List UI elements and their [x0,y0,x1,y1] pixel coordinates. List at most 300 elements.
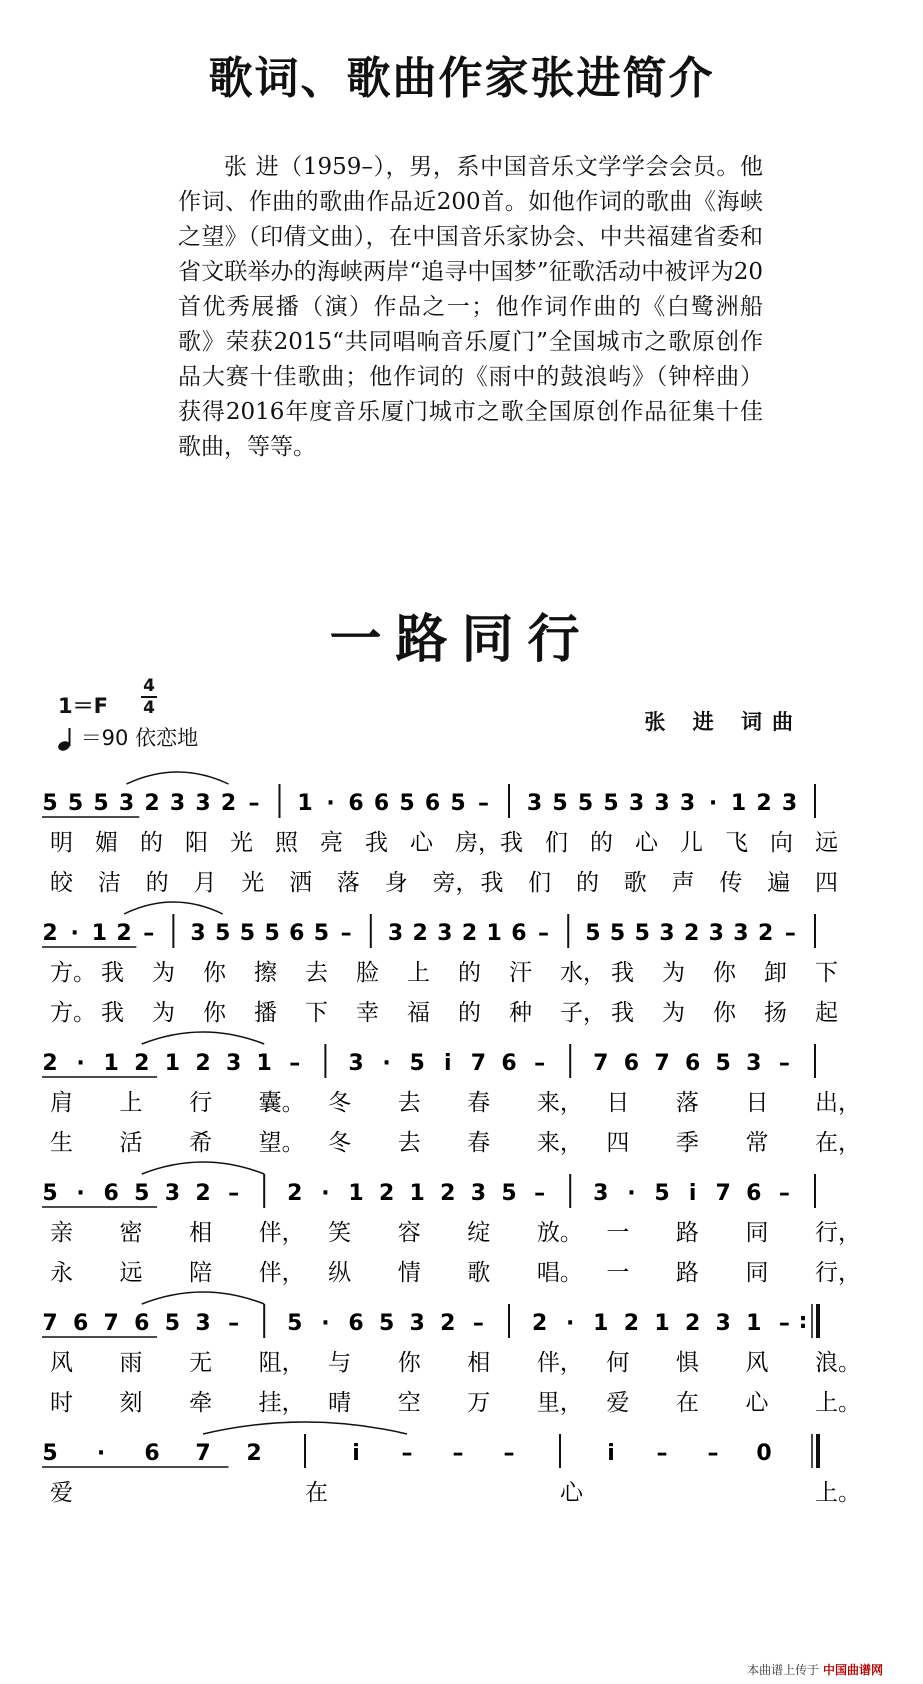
lyric-verse-1: 阳 [185,830,208,856]
lyric-verse-1: 亲 [50,1220,73,1246]
lyric-verse-2: 春 [467,1130,491,1156]
note: 3 [348,1051,364,1076]
note: 6 [289,921,305,946]
note: – [534,1181,546,1206]
note: 3 [437,921,453,946]
note: · [321,1311,330,1336]
note: 6 [134,1311,150,1336]
footer-prefix: 本曲谱上传于 [747,1663,820,1677]
lyric-verse-1: 相 [467,1350,491,1376]
lyric-verse-1: 阻， [258,1350,305,1376]
note: – [778,1181,790,1206]
note: 3 [190,921,206,946]
note: 5 [552,791,568,816]
lyric-verse-2: 旁， [432,870,479,896]
note: 3 [409,1311,425,1336]
lyric-verse-2: 落 [336,870,360,896]
lyric-verse-2: 路 [675,1260,699,1286]
note: 6 [373,791,390,816]
lyric-verse-1: 卸 [764,960,787,986]
lyric-verse-1: 的 [458,960,481,986]
lyric-verse-2: 牵 [189,1390,213,1416]
lyric-verse-1: 浪。 [815,1350,861,1376]
note: 7 [103,1311,119,1336]
lyric-verse-2: 播 [254,1000,277,1026]
note: 5 [93,791,109,816]
lyric-verse-1: 水， [560,960,606,986]
lyric-verse-2: 我 [480,870,504,896]
key-signature: 1＝F [58,694,108,718]
lyric-verse-2: 同 [745,1260,769,1286]
note: · [76,1051,85,1076]
lyric-verse-1: 一 [606,1220,630,1246]
note: 6 [348,1311,364,1336]
note: – [707,1441,719,1466]
lyric-verse-2: 活 [119,1130,143,1156]
note: 2 [531,1311,548,1336]
time-signature-top: 4 [143,676,155,696]
note: 1 [593,1311,609,1336]
lyric-verse-2: 为 [662,1000,685,1026]
note: 5 [585,921,601,946]
note: 2 [42,921,58,946]
lyric-verse-1: 在 [305,1480,328,1506]
lyric-verse-1: 向 [770,830,793,856]
note: – [778,1311,790,1336]
lyric-verse-2: 歌 [467,1260,491,1286]
lyric-verse-1: 密 [119,1220,143,1246]
time-signature [138,676,160,718]
note: 1 [164,1051,181,1076]
lyric-verse-2: 种 [509,1000,532,1026]
lyric-verse-2: 们 [528,870,552,896]
lyric-verse-2: 为 [152,1000,175,1026]
note: 3 [387,921,404,946]
note: 3 [708,921,724,946]
note: 2 [220,791,237,816]
slur [142,1292,264,1304]
bio-name: 张 进 [224,154,280,180]
note: – [452,1441,464,1466]
note: 1 [91,921,108,946]
lyric-verse-2: 爱 [606,1390,630,1416]
note: 2 [623,1311,640,1336]
lyric-verse-2: 下 [305,1000,328,1026]
lyric-verse-2: 挂， [258,1390,305,1416]
slur [203,1422,407,1434]
lyric-verse-1: 心 [560,1480,583,1506]
lyric-verse-2: 我 [611,1000,634,1026]
lyric-verse-2: 四 [606,1130,630,1156]
note: 3 [470,1181,487,1206]
note: 2 [246,1441,262,1466]
note: 6 [746,1181,762,1206]
note: 2 [378,1181,395,1206]
note: 3 [526,791,543,816]
lyric-verse-1: 亮 [320,830,343,856]
lyric-verse-1: 日 [606,1090,630,1116]
bio-paragraph [178,150,763,465]
note: 5 [239,921,256,946]
lyric-verse-2: 我 [101,1000,124,1026]
lyric-verse-1: 与 [328,1350,352,1376]
note: 7 [715,1181,731,1206]
lyric-verse-1: 肩 [50,1090,73,1116]
lyric-verse-1: 风 [50,1350,73,1376]
lyric-verse-1: 相 [189,1220,213,1246]
lyric-verse-1: 们 [545,830,568,856]
slur [127,772,229,784]
note: 6 [103,1181,119,1206]
lyric-verse-1: 为 [152,960,175,986]
note: 3 [195,791,211,816]
lyric-verse-1: 我 [611,960,634,986]
jianpu-score [0,760,923,1560]
note: 2 [683,921,700,946]
lyric-verse-1: 冬 [328,1090,352,1116]
lyric-verse-2: 万 [467,1390,491,1416]
lyric-verse-1: 落 [675,1090,699,1116]
note: · [76,1181,85,1206]
note: 3 [195,1311,211,1336]
footer-credit [747,1661,883,1678]
note: 3 [733,921,749,946]
bio-title: 歌词、歌曲作家张进简介 [208,53,715,104]
note: 3 [715,1311,731,1336]
lyric-verse-2: 光 [241,870,265,896]
note: 5 [409,1051,425,1076]
note: 2 [684,1311,701,1336]
note: 6 [72,1311,89,1336]
note: 3 [679,791,696,816]
note: 2 [195,1051,211,1076]
note: – [340,921,352,946]
note: i [688,1181,697,1206]
lyric-verse-1: 路 [675,1220,699,1246]
note: – [228,1311,240,1336]
note: 5 [378,1311,395,1336]
lyric-verse-1: 心 [635,830,658,856]
note: 3 [169,791,186,816]
note: 5 [42,791,58,816]
lyric-verse-1: 脸 [356,960,379,986]
note: 7 [593,1051,609,1076]
note: 5 [399,791,415,816]
lyric-verse-1: 我 [101,960,124,986]
note: 5 [450,791,466,816]
lyric-verse-1: 无 [189,1350,213,1376]
lyric-verse-1: 汗 [509,960,532,986]
lyric-verse-1: 你 [713,960,736,986]
lyric-verse-1: 下 [815,960,838,986]
lyric-verse-1: 雨 [119,1350,143,1376]
lyric-verse-2: 洁 [97,870,121,896]
note: 6 [623,1051,640,1076]
note: 6 [424,791,441,816]
note: – [248,791,260,816]
note: 5 [715,1051,731,1076]
lyric-verse-2: 永 [50,1260,73,1286]
bio-text: （1959–），男，系中国音乐文学学会会员。他作词、作曲的歌曲作品近200首。如他作词的歌曲《海峡之望》（印倩文曲），在中国音乐家协会、中共福建省委和省文联举办的海峡两岸“追寻中国梦”征歌活动中被评为20首优秀展播（演）作品之一；他作词作曲的《白鹭洲船歌》荣获2015“共同唱响音乐厦门”全国城市之歌原创作品大赛十佳歌曲；他作词的《雨中的鼓浪屿》（钟梓曲）获得2016年度音乐厦门城市之歌全国原创作品征集十佳歌曲，等等。 [178,154,763,460]
lyric-verse-2: 时 [50,1390,73,1416]
note: 6 [144,1441,160,1466]
note: · [382,1051,391,1076]
lyric-verse-2: 的 [145,870,169,896]
lyric-verse-2: 晴 [328,1390,352,1416]
lyric-verse-1: 的 [140,830,163,856]
lyric-verse-2: 幸 [356,1000,379,1026]
note: 7 [195,1441,211,1466]
note: 1 [654,1311,670,1336]
note: 6 [511,921,527,946]
lyric-verse-1: 远 [815,830,838,856]
note: 5 [215,921,231,946]
note: 5 [134,1181,150,1206]
note: · [627,1181,636,1206]
lyric-verse-2: 你 [203,1000,226,1026]
lyric-verse-1: 惧 [675,1350,699,1376]
note: – [778,1051,790,1076]
lyric-verse-2: 洒 [289,870,313,896]
composer-credit: 张 进 词曲 [644,710,803,734]
lyric-verse-1: 方。 [50,960,96,986]
lyric-verse-2: 去 [397,1130,421,1156]
lyric-verse-2: 纵 [328,1260,352,1286]
lyric-verse-1: 笑 [328,1220,352,1246]
lyric-verse-2: 歌 [623,870,647,896]
note: – [784,921,796,946]
lyric-verse-1: 日 [745,1090,769,1116]
lyric-verse-2: 声 [671,870,695,896]
note: 5 [501,1181,517,1206]
note: 1 [103,1051,119,1076]
note: 2 [287,1181,303,1206]
lyric-verse-1: 上 [407,960,430,986]
lyric-verse-2: 身 [384,870,408,896]
note: – [503,1441,515,1466]
lyric-verse-1: 儿 [680,830,703,856]
note: 1 [409,1181,425,1206]
lyric-verse-2: 希 [189,1130,213,1156]
lyric-verse-2: 陪 [189,1260,213,1286]
note: 3 [654,791,670,816]
note: 2 [116,921,132,946]
note: – [534,1051,546,1076]
lyric-verse-1: 上。 [815,1480,861,1506]
note: – [401,1441,413,1466]
note: 5 [42,1441,58,1466]
lyric-verse-2: 上。 [815,1390,861,1416]
lyric-verse-1: 房， [455,830,501,856]
note: · [96,1441,106,1466]
note: 3 [225,1051,242,1076]
lyric-verse-1: 照 [275,830,298,856]
note: 1 [348,1181,364,1206]
lyric-verse-1: 风 [745,1350,769,1376]
note: 2 [412,921,428,946]
lyric-verse-2: 在， [815,1130,861,1156]
note: 3 [118,791,135,816]
note: 1 [256,1051,272,1076]
note: – [228,1181,240,1206]
lyric-verse-2: 扬 [764,1000,787,1026]
note: 1 [730,791,747,816]
note: – [478,791,489,816]
note: – [289,1051,301,1076]
lyric-verse-1: 伴， [258,1220,305,1246]
lyric-verse-2: 一 [606,1260,630,1286]
note: · [326,791,335,816]
note: 5 [313,921,330,946]
lyric-verse-2: 冬 [328,1130,352,1156]
lyric-verse-1: 去 [305,960,328,986]
note: 1 [746,1311,762,1336]
lyric-verse-1: 擦 [254,960,277,986]
lyric-verse-2: 生 [50,1130,73,1156]
lyric-verse-2: 来， [536,1130,583,1156]
lyric-verse-1: 我 [365,830,388,856]
repeat-dots: : [798,1309,808,1334]
note: 2 [440,1311,456,1336]
lyric-verse-1: 伴， [536,1350,583,1376]
note: 2 [757,921,774,946]
note: · [321,1181,330,1206]
tempo-marking [58,722,198,752]
note: 3 [628,791,645,816]
lyric-verse-2: 情 [397,1260,421,1286]
note: 5 [264,921,280,946]
song-title: 一路同行 [329,610,594,670]
slur [124,902,223,914]
slur [142,1032,264,1044]
lyric-verse-2: 的 [458,1000,481,1026]
note: · [70,921,79,946]
lyric-verse-1: 出， [815,1090,861,1116]
note: 3 [593,1181,609,1206]
lyric-verse-2: 常 [745,1130,769,1156]
lyric-verse-1: 明 [50,830,73,856]
lyric-verse-2: 里， [536,1390,583,1416]
note: 6 [501,1051,517,1076]
note: 5 [609,921,626,946]
note: · [566,1311,575,1336]
lyric-verse-2: 你 [713,1000,736,1026]
lyric-verse-1: 你 [397,1350,421,1376]
lyric-verse-1: 去 [397,1090,421,1116]
note: 7 [42,1311,58,1336]
lyric-verse-2: 四 [815,870,838,896]
lyric-verse-1: 我 [500,830,523,856]
lyric-verse-2: 伴， [258,1260,305,1286]
note: 1 [297,791,313,816]
lyric-verse-1: 同 [745,1220,769,1246]
lyric-verse-1: 来， [536,1090,583,1116]
lyric-verse-1: 的 [590,830,613,856]
note: 6 [348,791,364,816]
lyric-verse-1: 囊。 [258,1090,305,1116]
note: 7 [470,1051,487,1076]
lyric-verse-1: 春 [467,1090,491,1116]
note: 5 [654,1181,670,1206]
lyric-verse-2: 皎 [50,870,73,896]
lyric-verse-1: 爱 [50,1480,73,1506]
lyric-verse-2: 起 [815,1000,838,1026]
note: 1 [486,921,502,946]
note: i [444,1051,452,1076]
note: 3 [164,1181,181,1206]
lyric-verse-1: 何 [606,1350,630,1376]
note: – [656,1441,668,1466]
note: 3 [659,921,675,946]
lyric-verse-1: 光 [230,830,253,856]
note: 2 [195,1181,211,1206]
note: 2 [134,1051,150,1076]
lyric-verse-2: 心 [745,1390,769,1416]
lyric-verse-2: 唱。 [536,1260,583,1286]
lyric-verse-2: 行， [815,1260,861,1286]
note: 5 [67,791,84,816]
site-logo: 中国曲谱网 [822,1663,883,1677]
lyric-verse-1: 容 [397,1220,421,1246]
note: i [607,1441,615,1466]
lyric-verse-2: 传 [719,870,743,896]
lyric-verse-2: 子， [560,1000,606,1026]
lyric-verse-2: 季 [675,1130,699,1156]
note: 5 [577,791,594,816]
note: 2 [42,1051,58,1076]
note: 7 [654,1051,670,1076]
lyric-verse-1: 心 [410,830,433,856]
quarter-note-icon [58,726,74,752]
note: 2 [756,791,772,816]
note: – [143,921,155,946]
note: – [538,921,550,946]
note: 5 [634,921,650,946]
lyric-verse-2: 的 [575,870,599,896]
lyric-verse-1: 为 [662,960,685,986]
lyric-verse-2: 方。 [50,1000,96,1026]
lyric-verse-2: 月 [193,870,217,896]
time-signature-bottom: 4 [143,698,155,718]
tempo-text: ＝90 依恋地 [80,726,199,750]
lyric-verse-2: 空 [397,1390,421,1416]
note: · [708,791,718,816]
lyric-verse-1: 行， [815,1220,861,1246]
slur [142,1162,264,1174]
lyric-verse-2: 远 [119,1260,143,1286]
lyric-verse-1: 行 [189,1090,213,1116]
note: 5 [287,1311,303,1336]
note: 5 [42,1181,58,1206]
lyric-verse-1: 你 [203,960,226,986]
note: 3 [746,1051,762,1076]
lyric-verse-1: 上 [119,1090,143,1116]
note: 2 [144,791,160,816]
lyric-verse-1: 绽 [467,1220,491,1246]
note: 2 [461,921,478,946]
note: 0 [756,1441,772,1466]
lyric-verse-1: 放。 [536,1220,583,1246]
note: 5 [164,1311,181,1336]
lyric-verse-2: 福 [407,1000,430,1026]
lyric-verse-2: 遍 [767,870,791,896]
note: 3 [781,791,798,816]
note: 2 [440,1181,456,1206]
note: – [472,1311,484,1336]
lyric-verse-2: 刻 [119,1390,143,1416]
note: 5 [603,791,619,816]
note: i [352,1441,360,1466]
